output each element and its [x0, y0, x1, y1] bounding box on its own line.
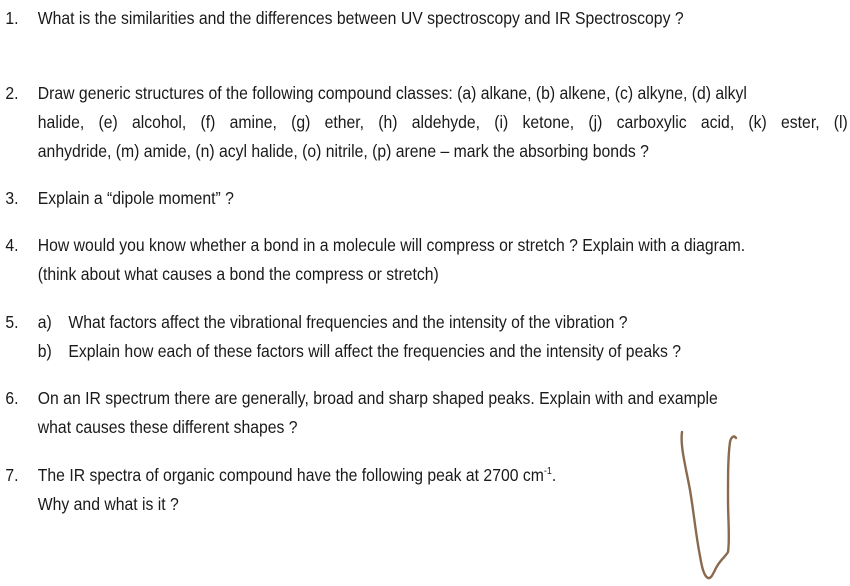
- question-line: Explain a “dipole moment” ?: [37, 188, 234, 208]
- question-text: [38, 184, 848, 213]
- question-line: what causes these different shapes ?: [37, 417, 298, 437]
- question-line: What is the similarities and the differences between UV spectroscopy and IR Spectroscopy ?: [37, 8, 684, 28]
- subpart-text: What factors affect the vibrational frequencies and the intensity of the vibration ?: [68, 312, 628, 332]
- subpart-label: a): [37, 312, 52, 332]
- question-line-text: The IR spectra of organic compound have the following peak at 2700 cm: [37, 465, 544, 485]
- subpart-label: b): [37, 341, 52, 361]
- question-text: [38, 79, 848, 166]
- question-text: [38, 308, 848, 366]
- question-line: How would you know whether a bond in a molecule will compress or stretch ? Explain with a diagram.: [37, 235, 746, 255]
- question-line-period: .: [551, 465, 557, 485]
- question-line: (think about what causes a bond the compress or stretch): [37, 264, 439, 284]
- question-text: [38, 231, 848, 289]
- question-line: On an IR spectrum there are generally, broad and sharp shaped peaks. Explain with and example: [37, 388, 718, 408]
- unit-superscript: -1: [543, 466, 552, 478]
- subpart-a: [38, 308, 848, 337]
- subpart-text: Explain how each of these factors will affect the frequencies and the intensity of peaks ?: [68, 341, 681, 361]
- question-line: anhydride, (m) amide, (n) acyl halide, (o) nitrile, (p) arene – mark the absorbing bonds ?: [37, 141, 649, 161]
- question-number: 5.: [5, 312, 19, 332]
- question-number: 1.: [5, 8, 19, 28]
- subpart-b: [38, 337, 848, 366]
- question-line: halide, (e) alcohol, (f) amine, (g) ether, (h) aldehyde, (i) ketone, (j) carboxylic acid, (k) ester, (l): [37, 112, 848, 132]
- question-number: 4.: [5, 235, 19, 255]
- question-line: Why and what is it ?: [37, 494, 179, 514]
- handwritten-scribble-icon: [670, 428, 750, 583]
- question-number: 6.: [5, 388, 19, 408]
- question-line: Draw generic structures of the following compound classes: (a) alkane, (b) alkene, (c) alkyne, (d) alkyl: [37, 83, 747, 103]
- question-number: 3.: [5, 188, 19, 208]
- question-text: [38, 4, 848, 33]
- question-number: 7.: [5, 465, 19, 485]
- question-number: 2.: [5, 83, 19, 103]
